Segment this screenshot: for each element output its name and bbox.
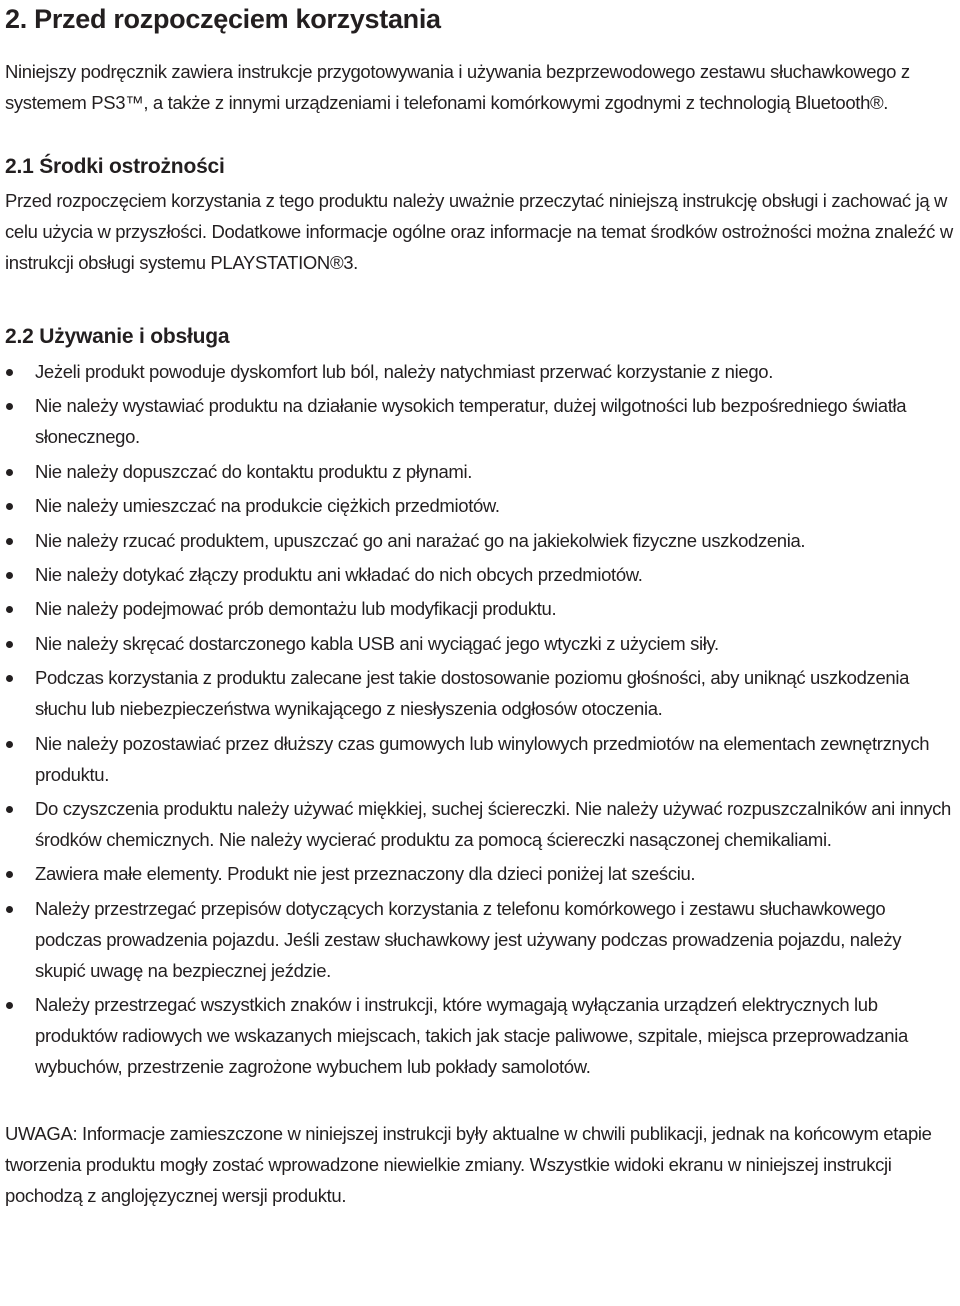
list-item-text: Jeżeli produkt powoduje dyskomfort lub ból, należy natychmiast przerwać korzystanie z niego. [35, 361, 773, 382]
list-item-text: Nie należy dotykać złączy produktu ani wkładać do nich obcych przedmiotów. [35, 563, 643, 585]
precautions-paragraph: Przed rozpoczęciem korzystania z tego produktu należy uważnie przeczytać niniejszą instrukcję obsługi i zachować ją w celu użycia w przyszłości. Dodatkowe informacje ogólne oraz informacje na temat środków ostrożności można znaleźć w instrukcji obsługi systemu PLAYSTATION®3. [5, 190, 953, 273]
list-item [5, 858, 955, 889]
list-item-text: Nie należy pozostawiać przez dłuższy czas gumowych lub winylowych przedmiotów na elementach zewnętrznych produktu. [35, 732, 930, 785]
list-item [5, 628, 955, 659]
usage-bullet-list [5, 356, 955, 1082]
bullet-icon [6, 871, 13, 878]
bullet-icon [6, 403, 13, 410]
page-title: 2. Przed rozpoczęciem korzystania [5, 4, 441, 34]
manual-page [5, 0, 955, 1211]
list-item-text: Należy przestrzegać przepisów dotyczących korzystania z telefonu komórkowego i zestawu słuchawkowego podczas prowadzenia pojazdu. Jeśli zestaw słuchawkowy jest używany podczas prowadzenia pojazdu, należy skupić uwagę na bezpiecznej jeździe. [35, 897, 902, 981]
list-item [5, 593, 955, 624]
bullet-icon [6, 572, 13, 579]
list-item [5, 793, 955, 855]
bullet-icon [6, 606, 13, 613]
list-item-text: Nie należy podejmować prób demontażu lub modyfikacji produktu. [35, 598, 557, 620]
intro-paragraph: Niniejszy podręcznik zawiera instrukcje przygotowywania i używania bezprzewodowego zestawu słuchawkowego z systemem PS3™, a także z innymi urządzeniami i telefonami komórkowymi zgodnymi z technologią Bluetooth®. [5, 61, 910, 113]
bullet-icon [6, 741, 13, 748]
list-item-text: Zawiera małe elementy. Produkt nie jest przeznaczony dla dzieci poniżej lat sześciu. [35, 863, 696, 885]
list-item [5, 662, 955, 724]
bullet-icon [6, 503, 13, 510]
list-item [5, 525, 955, 556]
bullet-icon [6, 906, 13, 913]
list-item [5, 989, 955, 1082]
bullet-icon [6, 641, 13, 648]
bullet-icon [6, 1002, 13, 1009]
list-item-text: Nie należy rzucać produktem, upuszczać go ani narażać go na jakiekolwiek fizyczne uszkodzenia. [35, 529, 806, 551]
list-item-text: Nie należy umieszczać na produkcie ciężkich przedmiotów. [35, 495, 500, 517]
section-heading-usage: 2.2 Używanie i obsługa [5, 325, 230, 348]
bullet-icon [6, 806, 13, 813]
note-paragraph: UWAGA: Informacje zamieszczone w niniejszej instrukcji były aktualne w chwili publikacji, jednak na końcowym etapie tworzenia produktu mogły zostać wprowadzone niewielkie zmiany. Wszystkie widoki ekranu w niniejszej instrukcji pochodzą z anglojęzycznej wersji produktu. [5, 1123, 932, 1207]
list-item-text: Nie należy wystawiać produktu na działanie wysokich temperatur, dużej wilgotności lub bezpośredniego światła słonecznego. [35, 395, 907, 448]
section-heading-precautions: 2.1 Środki ostrożności [5, 155, 225, 178]
bullet-icon [6, 469, 13, 476]
bullet-icon [6, 538, 13, 545]
list-item-text: Należy przestrzegać wszystkich znaków i instrukcji, które wymagają wyłączania urządzeń elektrycznych lub produktów radiowych we wskazanych miejscach, takich jak stacje paliwowe, szpitale, miejsca przeprowadzania wybuchów, przestrzenie zagrożone wybuchem lub pokłady samolotów. [35, 994, 908, 1078]
list-item [5, 390, 955, 452]
list-item [5, 559, 955, 590]
list-item [5, 490, 955, 521]
list-item [5, 456, 955, 487]
list-item-text: Podczas korzystania z produktu zalecane jest takie dostosowanie poziomu głośności, aby uniknąć uszkodzenia słuchu lub niebezpieczeństwa wynikającego z niesłyszenia odgłosów otoczenia. [35, 667, 910, 720]
list-item [5, 728, 955, 790]
list-item-text: Do czyszczenia produktu należy używać miękkiej, suchej ściereczki. Nie należy używać rozpuszczalników ani innych środków chemicznych. Nie należy wycierać produktu za pomocą ściereczki nasączonej chemikaliami. [35, 797, 951, 850]
list-item-text: Nie należy skręcać dostarczonego kabla USB ani wyciągać jego wtyczki z użyciem siły. [35, 632, 719, 654]
bullet-icon [6, 675, 13, 682]
bullet-icon [6, 369, 13, 376]
list-item-text: Nie należy dopuszczać do kontaktu produktu z płynami. [35, 460, 473, 482]
list-item [5, 356, 955, 387]
list-item [5, 893, 955, 986]
